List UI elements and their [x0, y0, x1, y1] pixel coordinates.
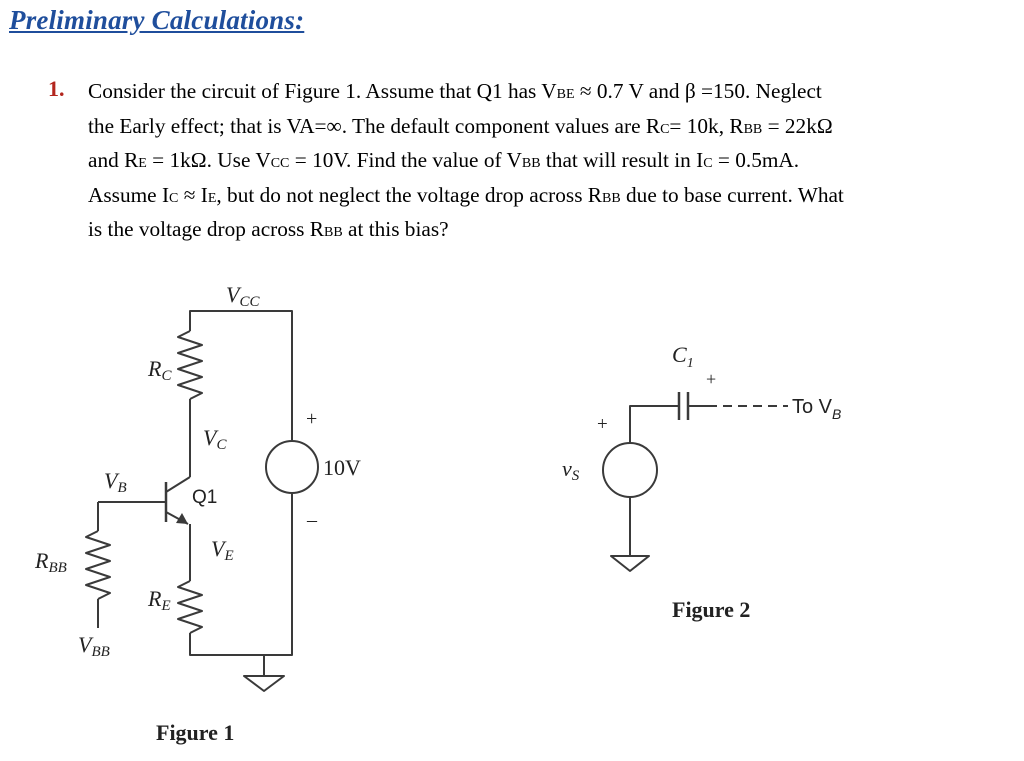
question-line-2: the Early effect; that is VA=∞. The default component values are RC= 10k, RBB = 22kΩ [88, 113, 833, 138]
vcc-label: VCC [226, 282, 260, 310]
vb-label: VB [104, 468, 127, 496]
q1-collector [166, 477, 190, 492]
rbb-resistor [86, 531, 110, 599]
rbb-label: RBB [35, 548, 67, 576]
source-to-cap-wire [630, 406, 679, 443]
question-line-4: Assume IC ≈ IE, but do not neglect the voltage drop across RBB due to base current. What [88, 182, 844, 207]
vcc-wire [190, 311, 292, 440]
rc-label: RC [148, 356, 172, 384]
voltage-source-10v [266, 441, 318, 493]
vc-label: VC [203, 425, 227, 453]
vs-label: vS [562, 456, 580, 484]
c1-label: $C_1$ [672, 342, 694, 371]
figure1-caption: Figure 1 [156, 720, 235, 745]
ground-symbol-2 [611, 556, 649, 571]
re-label: RE [148, 586, 171, 614]
source-plus: + [306, 408, 318, 430]
ground-wire [190, 494, 292, 655]
ve-label: VE [211, 536, 234, 564]
to-vb-label: To $V_B$ [792, 396, 842, 422]
question-number: 1. [48, 76, 65, 101]
source-value: 10V [323, 455, 361, 480]
vbb-label: VBB [78, 632, 110, 660]
question-line-3: and RE = 1kΩ. Use VCC = 10V. Find the value of VBB that will result in IC = 0.5mA. [88, 148, 800, 172]
question-line-5: is the voltage drop across RBB at this bias? [88, 217, 449, 241]
page-heading: Preliminary Calculations: [9, 5, 305, 35]
q1-label: Q1 [192, 487, 218, 508]
figure2-caption: Figure 2 [672, 597, 751, 622]
src2-plus: + [597, 414, 608, 435]
rc-resistor [178, 331, 202, 399]
ground-symbol-1 [244, 676, 284, 691]
vs-source [603, 443, 657, 497]
cap-plus: + [706, 369, 717, 389]
question-line-1: Consider the circuit of Figure 1. Assume that Q1 has VBE ≈ 0.7 V and β =150. Neglect [88, 79, 822, 103]
figure2-circuit [603, 392, 788, 571]
re-resistor [178, 581, 202, 633]
source-minus: – [307, 509, 317, 531]
